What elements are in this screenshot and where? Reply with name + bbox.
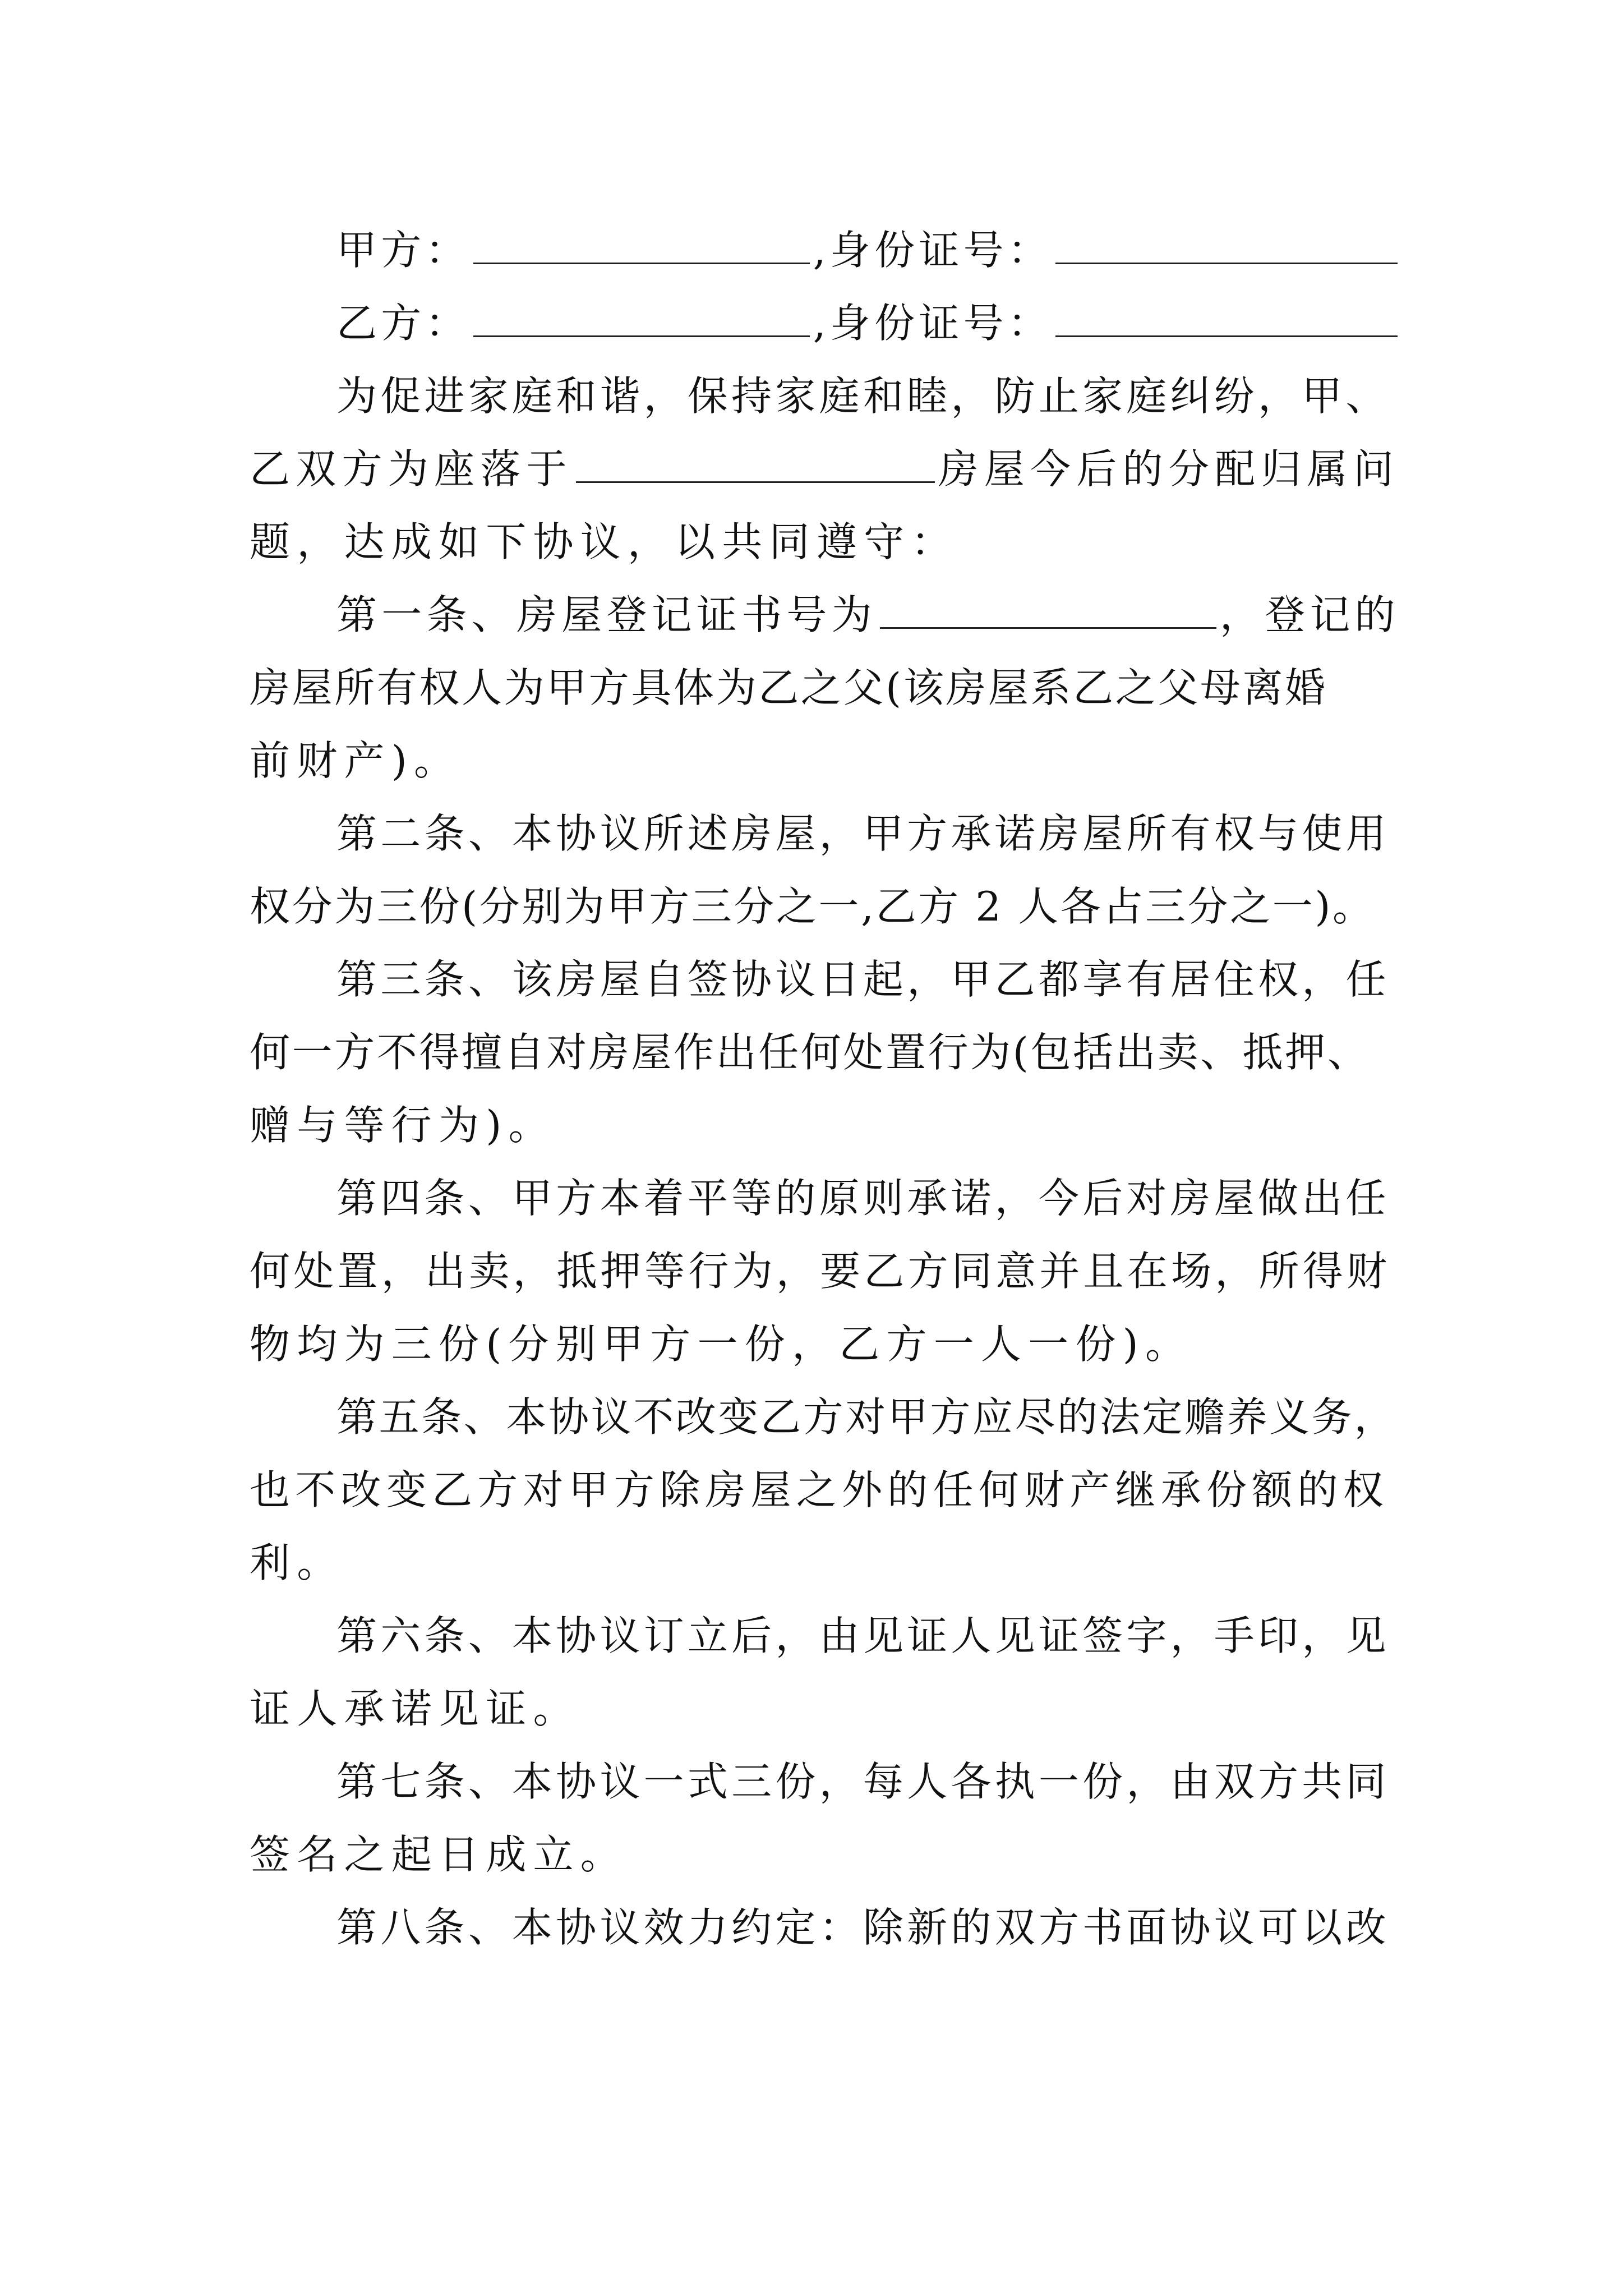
party-a-line	[336, 223, 1401, 277]
article-5-line-1: 第五条、本协议不改变乙方对甲方应尽的法定赡养义务，	[336, 1393, 1397, 1441]
intro-line-1: 为促进家庭和谐，保持家庭和睦，防止家庭纠纷，甲、	[336, 372, 1390, 420]
article-6-line-2: 证人承诺见证。	[250, 1685, 580, 1732]
intro-line-2-after: 房屋今后的分配归属问	[938, 445, 1400, 493]
article-6-line-1: 第六条、本协议订立后，由见证人见证签字，手印，见	[336, 1612, 1390, 1659]
intro-line-3: 题，达成如下协议，以共同遵守：	[250, 518, 958, 565]
party-a-name-blank[interactable]	[473, 228, 810, 264]
article-1-line-2: 房屋所有权人为甲方具体为乙之父(该房屋系乙之父母离婚	[250, 664, 1327, 711]
article-8-line-1: 第八条、本协议效力约定：除新的双方书面协议可以改	[336, 1904, 1390, 1951]
party-b-line	[336, 296, 1401, 350]
party-a-id-label: ,身份证号：	[813, 227, 1053, 274]
article-4-line-3: 物均为三份(分别甲方一份，乙方一人一份)。	[250, 1320, 1193, 1368]
party-b-id-blank[interactable]	[1055, 301, 1398, 337]
article-4-line-2: 何处置，出卖，抵押等行为，要乙方同意并且在场，所得财	[250, 1248, 1391, 1295]
article-2-line-1: 第二条、本协议所述房屋，甲方承诺房屋所有权与使用	[336, 810, 1390, 857]
article-4-line-1: 第四条、甲方本着平等的原则承诺，今后对房屋做出任	[336, 1175, 1390, 1222]
intro-line-2	[250, 442, 1399, 496]
party-b-name-blank[interactable]	[473, 301, 810, 337]
article-1-line-3: 前财产)。	[250, 737, 462, 784]
article-7-line-1: 第七条、本协议一式三份，每人各执一份，由双方共同	[336, 1758, 1390, 1805]
house-location-blank[interactable]	[576, 447, 935, 483]
party-a-label: 甲方：	[336, 227, 470, 274]
article-1-line-1-before: 第一条、房屋登记证书号为	[336, 591, 877, 638]
article-1-line-1-after: ，登记的	[1219, 591, 1400, 638]
party-a-id-blank[interactable]	[1055, 228, 1398, 264]
party-b-id-label: ,身份证号：	[813, 300, 1053, 347]
party-b-label: 乙方：	[336, 300, 470, 347]
article-7-line-2: 签名之起日成立。	[250, 1831, 628, 1878]
article-3-line-1: 第三条、该房屋自签协议日起，甲乙都享有居住权，任	[336, 956, 1390, 1003]
intro-line-2-before: 乙双方为座落于	[250, 445, 573, 493]
article-5-line-3: 利。	[250, 1539, 344, 1586]
certificate-number-blank[interactable]	[880, 592, 1216, 629]
article-3-line-3: 赠与等行为)。	[250, 1102, 556, 1149]
article-3-line-2: 何一方不得擅自对房屋作出任何处置行为(包括出卖、抵押、	[250, 1029, 1370, 1076]
article-2-line-2: 权分为三份(分别为甲方三分之一,乙方 2 人各占三分之一)。	[250, 883, 1375, 930]
article-1-line-1	[336, 588, 1400, 642]
article-5-line-2: 也不改变乙方对甲方除房屋之外的任何财产继承份额的权	[250, 1466, 1389, 1513]
